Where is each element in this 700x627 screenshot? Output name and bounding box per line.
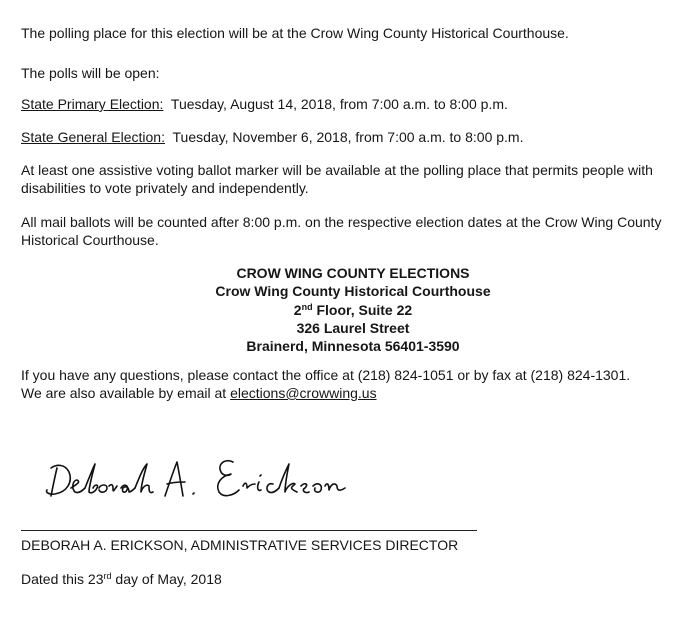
contact-email-line [21,384,691,402]
assistive-voting-text: At least one assistive voting ballot marker will be available at the polling place that permits people with disabilities to vote privately and independently. [21,162,653,196]
elections-office-address [21,264,685,355]
mail-ballots-text: All mail ballots will be counted after 8:00 p.m. on the respective election dates at the Crow Wing County Historical Courthouse. [21,214,662,248]
contact-info [21,366,691,402]
primary-election-label: State Primary Election: [21,96,164,112]
handwritten-signature [37,442,367,522]
polling-place-text: The polling place for this election will be at the Crow Wing County Historical Courthouse. [21,25,569,41]
dated-line [21,570,222,588]
address-floor-suite: Floor, Suite 22 [312,301,413,318]
primary-election-details: Tuesday, August 14, 2018, from 7:00 a.m. to 8:00 p.m. [170,96,508,112]
signature-title: DEBORAH A. ERICKSON, ADMINISTRATIVE SERVICES DIRECTOR [21,537,459,553]
address-floor-number: 2 [293,301,302,318]
general-election-line [21,128,523,146]
address-floor-ordinal: nd [301,301,313,312]
contact-questions-text: If you have any questions, please contact the office at (218) 824-1051 or by fax at (218) 824-1301. [21,367,631,383]
polls-open-text: The polls will be open: [21,65,160,81]
address-street: 326 Laurel Street [296,319,410,336]
dated-suffix: day of May, 2018 [111,571,222,587]
dated-ordinal: rd [103,571,112,581]
signature-line [21,530,477,531]
email-link[interactable]: elections@crowwing.us [230,385,377,401]
signature-drawing [37,442,367,522]
general-election-label: State General Election: [21,129,165,145]
address-city: Brainerd, Minnesota 56401-3590 [246,338,460,355]
dated-prefix: Dated this 23 [21,571,104,587]
primary-election-line [21,95,508,113]
contact-email-prefix: We are also available by email at [21,385,231,401]
address-floor [21,301,685,319]
address-building: Crow Wing County Historical Courthouse [215,283,491,300]
general-election-details: Tuesday, November 6, 2018, from 7:00 a.m. to 8:00 p.m. [172,129,524,145]
address-org: CROW WING COUNTY ELECTIONS [236,265,470,281]
